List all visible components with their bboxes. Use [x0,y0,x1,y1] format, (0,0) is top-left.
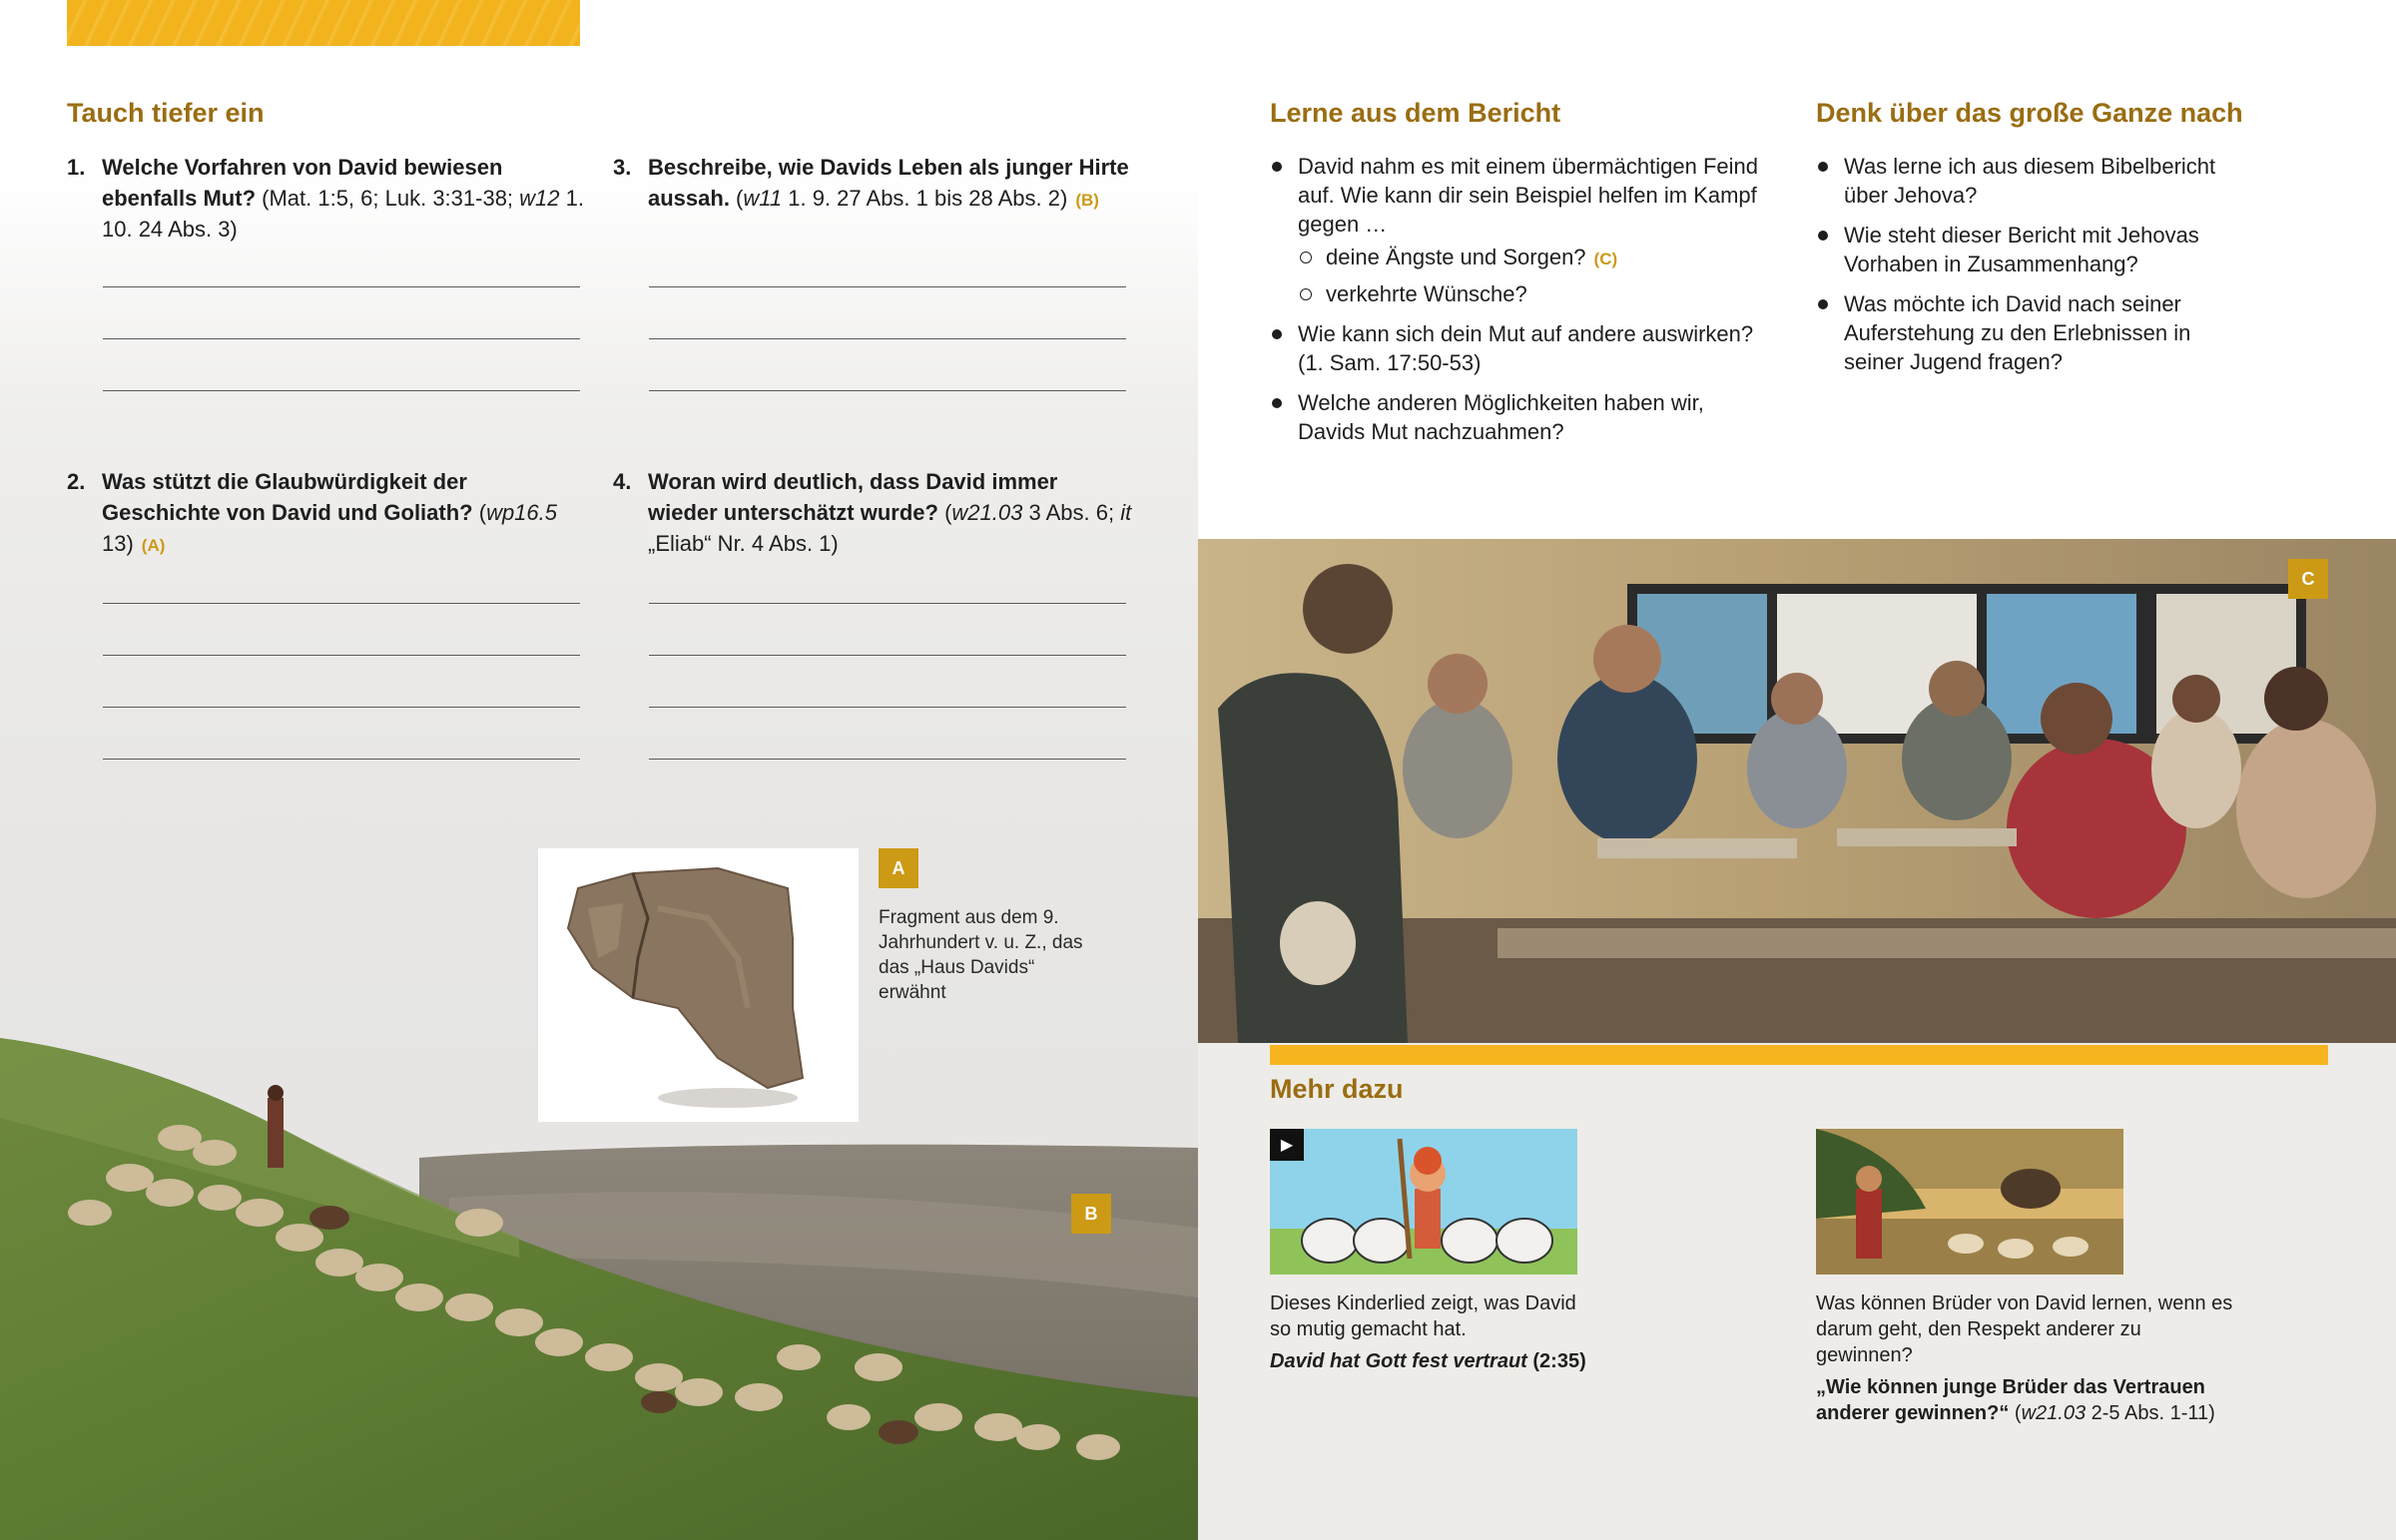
media-2-publication-code: w21.03 [2021,1402,2087,1424]
learn-sub-list [1298,243,1769,308]
publication-code: w21.03 [951,500,1023,525]
top-accent-bar [67,0,580,46]
media-2-text: Was können Brüder von David lernen, wenn es darum geht, den Respekt anderer zu gewinnen? [1816,1292,2233,1366]
image-reference-letter[interactable]: (C) [1593,250,1618,268]
question-text: Woran wird deutlich, dass David immer wieder unterschätzt wurde? [648,469,1058,525]
question-reference-tail: 1. 10. 24 Abs. 3) [102,186,584,242]
question-reference-tail: 13) [102,531,134,556]
answer-lines-2[interactable] [103,552,580,760]
question-number: 3. [613,155,632,180]
media-1-description [1270,1290,1599,1374]
answer-lines-4[interactable] [649,552,1126,760]
question-reference: ( [472,500,487,525]
image-badge-a: A [879,848,918,888]
right-page [1198,0,2396,1540]
media-2-title-line[interactable] [1816,1374,2235,1426]
image-badge-b: B [1071,1194,1111,1234]
question-text: Was stützt die Glaubwürdigkeit der Geschichte von David und Goliath? [102,469,473,525]
learn-sub-text: deine Ängste und Sorgen? [1326,245,1586,269]
more-heading: Mehr dazu [1270,1074,1404,1104]
question-reference: ( [937,500,952,525]
question-number: 4. [613,469,632,494]
think-heading: Denk über das große Ganze nach [1816,98,2243,128]
question-3 [613,152,1132,216]
media-2-ref-tail: 2-5 Abs. 1-11) [2086,1402,2215,1424]
learn-sub-text: verkehrte Wünsche? [1326,281,1527,306]
question-text: Beschreibe, wie Davids Leben als junger Hirte aussah. [648,155,1129,211]
learn-heading: Lerne aus dem Bericht [1270,98,1561,128]
question-4 [613,466,1132,559]
media-1-title[interactable]: David hat Gott fest vertraut [1270,1350,1527,1372]
learn-bullet-list [1270,152,1769,457]
article-thumbnail-shepherd[interactable] [1816,1129,2123,1275]
learn-bullet [1270,152,1769,308]
question-reference-tail-2: „Eliab“ Nr. 4 Abs. 1) [648,531,839,556]
media-2-title[interactable]: „Wie können junge Brüder das Vertrauen anderer gewinnen?“ [1816,1376,2205,1424]
think-bullet-list [1816,152,2255,387]
deep-dive-heading: Tauch tiefer ein [67,98,265,128]
question-number: 1. [67,155,86,180]
learn-sub-bullet [1298,279,1769,308]
question-reference-tail: 3 Abs. 6; [1022,500,1121,525]
question-text: Welche Vorfahren von David bewiesen ebenfalls Mut? [102,155,503,211]
stone-fragment-image [538,848,859,1122]
image-badge-c: C [2288,559,2328,599]
fragment-caption: Fragment aus dem 9. Jahrhundert v. u. Z., das das „Haus Davids“ erwähnt [879,907,1083,1003]
learn-bullet-text: David nahm es mit einem übermächtigen Feind auf. Wie kann dir sein Beispiel helfen im Kampf gegen … [1298,154,1759,237]
question-reference: ( [729,186,744,211]
teacher-figure [1218,673,1408,1043]
publication-code: wp16.5 [486,500,558,525]
question-1 [67,152,586,245]
media-1-duration: (2:35) [1526,1350,1586,1372]
question-reference-tail: 1. 9. 27 Abs. 1 bis 28 Abs. 2) [782,186,1068,211]
think-bullet: Was möchte ich David nach seiner Auferstehung zu den Erlebnissen in seiner Jugend fragen? [1816,289,2255,376]
classroom-image [1198,539,2396,1043]
media-2-description [1816,1290,2235,1426]
publication-code: w11 [743,186,783,211]
publication-code-2: it [1120,500,1132,525]
think-bullet: Was lerne ich aus diesem Bibelbericht über Jehova? [1816,152,2255,210]
answer-lines-3[interactable] [649,236,1126,391]
learn-bullet: Wie kann sich dein Mut auf andere auswirken? (1. Sam. 17:50-53) [1270,319,1769,377]
publication-code: w12 [519,186,560,211]
media-1-text: Dieses Kinderlied zeigt, was David so mutig gemacht hat. [1270,1292,1576,1340]
think-bullet: Wie steht dieser Bericht mit Jehovas Vorhaben in Zusammenhang? [1816,221,2255,278]
learn-bullet: Welche anderen Möglichkeiten haben wir, Davids Mut nachzuahmen? [1270,388,1769,446]
play-icon[interactable]: ▶ [1270,1129,1304,1161]
video-thumbnail-david[interactable] [1270,1129,1577,1275]
question-reference: (Mat. 1:5, 6; Luk. 3:31-38; [256,186,520,211]
learn-sub-bullet [1298,243,1769,273]
question-2 [67,466,586,561]
media-2-ref-open: ( [2009,1402,2022,1424]
image-reference-letter[interactable]: (A) [141,536,166,555]
shepherd-figure [268,1098,284,1168]
media-1-title-line[interactable] [1270,1348,1599,1374]
more-section-accent-bar [1270,1045,2328,1065]
image-reference-letter[interactable]: (B) [1075,191,1099,210]
question-number: 2. [67,469,86,494]
